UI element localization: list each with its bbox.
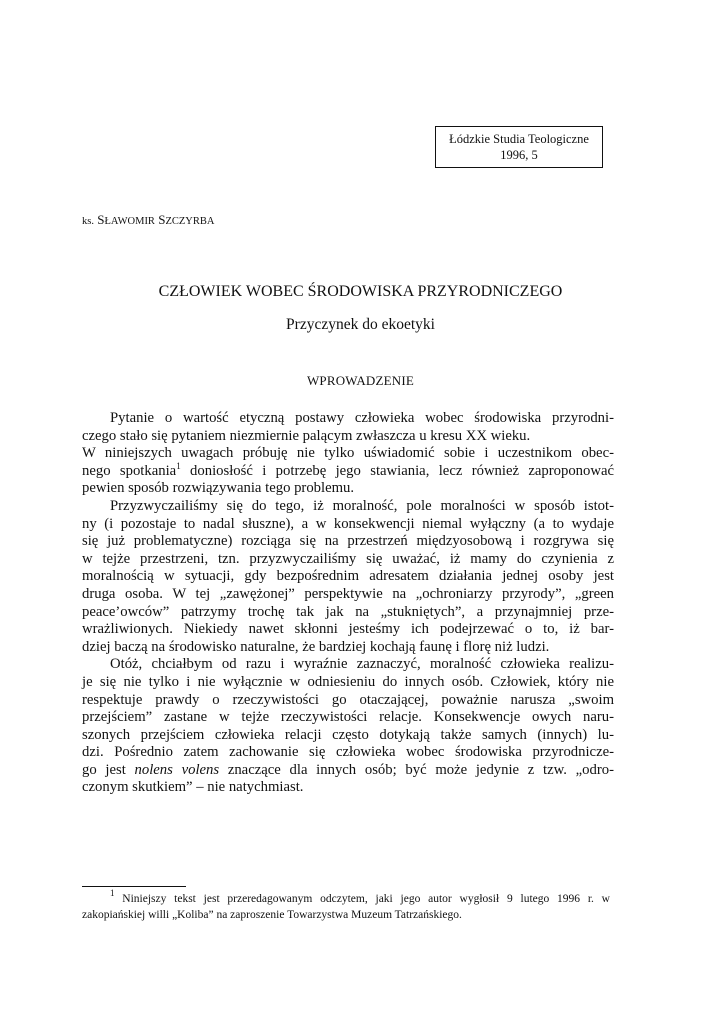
body-text (82, 410, 614, 797)
paragraph-line: w tejże przestrzeni, tzn. przyzwyczailiśmy się uważać, iż mamy do czynienia z (82, 550, 614, 567)
paragraph-line: dzi. Pośrednio zatem zachowanie się człowieka wobec środowiska przyrodnicze- (82, 744, 614, 761)
paragraph-line: W niniejszych uwagach próbuję nie tylko uświadomić sobie i uczestnikom obec- (82, 445, 614, 462)
paragraph-line: Przyzwyczailiśmy się do tego, iż moralność, pole moralności w sposób istot- (110, 497, 614, 514)
author-prefix: ks. (82, 216, 94, 227)
journal-year-issue: 1996, 5 (500, 148, 538, 162)
footnote-line: zakopiańskiej willi „Koliba” na zaproszenie Towarzystwa Muzeum Tatrzańskiego. (82, 908, 462, 921)
paragraph-line: czego stało się pytaniem niezmiernie palącym zwłaszcza u kresu XX wieku. (82, 427, 531, 444)
paragraph-line: je się nie tylko i nie wyłącznie w odniesieniu do innych osób. Człowiek, który nie (82, 673, 614, 690)
author-first-rest: ŁAWOMIR (104, 216, 155, 227)
paragraph-line (82, 460, 614, 481)
text-run: nego spotkania (82, 462, 177, 479)
paragraph-line: moralnością w sytuacji, gdy bezpośrednim adresatem działania jednej osoby jest (82, 568, 614, 585)
article-title: CZŁOWIEK WOBEC ŚRODOWISKA PRZYRODNICZEGO (158, 283, 563, 300)
text-run: znaczące dla innych osób; być może jedynie z tzw. „odro- (219, 761, 614, 778)
author-last-initial: S (158, 212, 166, 227)
author-first-initial: S (97, 212, 105, 227)
footnote-line (82, 888, 610, 908)
paragraph-line: wrażliwionych. Niekiedy nawet skłonni jesteśmy ich podejrzewać o to, iż bar- (82, 621, 614, 638)
author-name (82, 212, 214, 228)
footnote (82, 888, 610, 923)
text-run: Niniejszy tekst jest przeredagowanym odczytem, jaki jego autor wygłosił 9 lutego 1996 r. w (114, 893, 610, 905)
paragraph-line: druga osoba. W tej „zawężonej” perspektywie na „ochroniarzy przyrody”, „green (82, 585, 614, 602)
author-last-rest: ZCZYRBA (165, 216, 215, 227)
footnote-number: 1 (110, 888, 115, 898)
journal-info-box (435, 126, 603, 168)
paragraph-line (82, 762, 614, 780)
footnote-ref: 1 (176, 460, 181, 471)
paragraph-line: peace’owców” patrzymy trochę tak jak na „stukniętych”, a przynajmniej prze- (82, 603, 614, 620)
italic-phrase: nolens volens (134, 761, 220, 778)
paragraph-line: Pytanie o wartość etyczną postawy człowieka wobec środowiska przyrodni- (110, 410, 614, 426)
footnote-separator (82, 886, 186, 887)
journal-name: Łódzkie Studia Teologiczne (449, 132, 589, 146)
section-heading: WPROWADZENIE (306, 373, 415, 388)
paragraph-line: szonych przejściem człowieka relacji często dotykają także samych (innych) lu- (82, 726, 614, 743)
text-run: doniosłość i potrzebę jego stawiania, lecz również zaproponować (180, 462, 614, 479)
paragraph-line: ny (i pozostaje to nadal słuszne), a w konsekwencji niemal wyłączny (a to wydaje (82, 515, 614, 532)
text-run: go jest (82, 761, 135, 778)
paragraph-line: się już problematyczne) rozciąga się na przestrzeń międzyosobową i rozgrywa się (82, 533, 614, 550)
paragraph-line: przejściem” zastane w tejże rzeczywistości relacje. Konsekwencje owych naru- (82, 709, 614, 726)
paragraph-line: Otóż, chciałbym od razu i wyraźnie zaznaczyć, moralność człowieka realizu- (110, 656, 614, 673)
article-subtitle: Przyczynek do ekoetyki (286, 316, 435, 333)
paragraph-line: respektuje prawdy o rzeczywistości go otaczającej, poważnie narusza „swoim (82, 691, 614, 708)
paragraph-line: dziej baczą na środowisko naturalne, że bardziej kochają faunę i florę niż ludzi. (82, 638, 550, 655)
paragraph-line: czonym skutkiem” – nie natychmiast. (82, 779, 304, 796)
paragraph-line: pewien sposób rozwiązywania tego problemu. (82, 480, 355, 497)
